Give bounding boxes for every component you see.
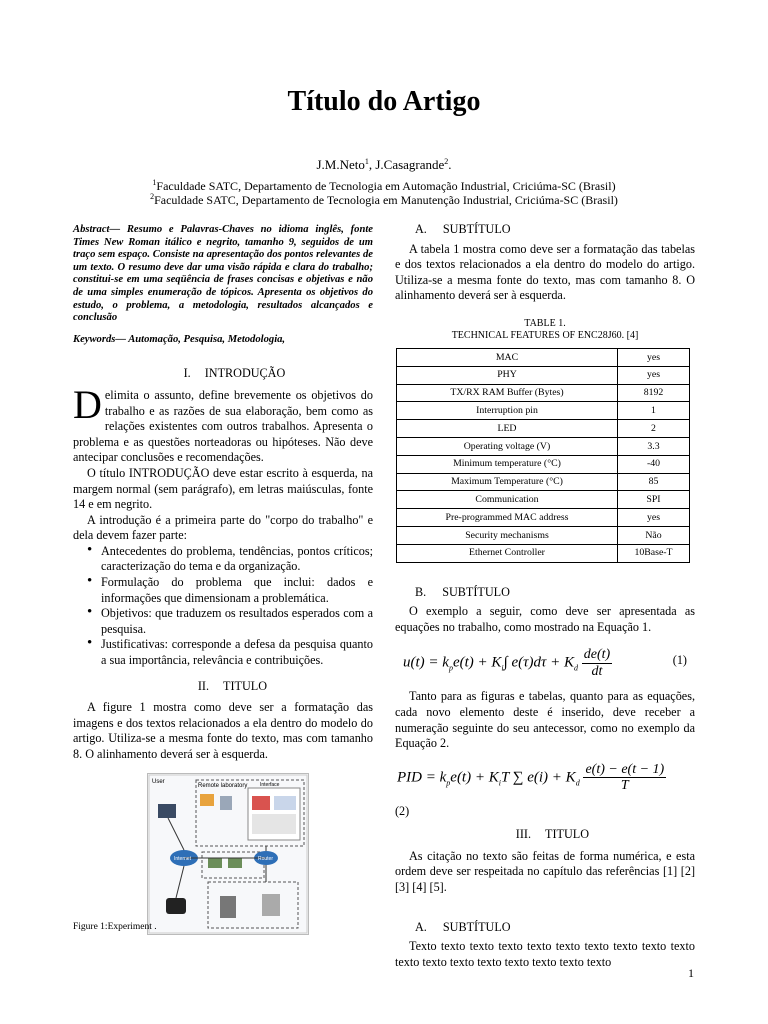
figure-label-lab: Remote laboratory <box>198 782 248 789</box>
table-caption <box>395 318 695 342</box>
table-cell-feature: Pre-programmed MAC address <box>397 509 618 527</box>
table-cell-feature: Maximum Temperature (°C) <box>397 473 618 491</box>
equation-1 <box>395 641 695 683</box>
figure-diagram <box>148 774 308 934</box>
section-2-number: II. <box>197 678 209 693</box>
device-icon-2 <box>262 894 280 916</box>
subsection-a2-number: A. <box>415 919 427 934</box>
table-cell-value: yes <box>618 348 690 366</box>
paper-title: Título do Artigo <box>287 86 481 117</box>
section-3-number: III. <box>515 827 531 842</box>
device-icon-1 <box>220 896 236 918</box>
interface-image-3 <box>252 814 296 834</box>
equation-2-number: (2) <box>395 803 410 818</box>
table-cell-feature: Operating voltage (V) <box>397 437 618 455</box>
server-icon <box>200 794 214 806</box>
table-cell-value: yes <box>618 509 690 527</box>
section-2-heading <box>73 679 373 695</box>
table-row <box>397 437 690 455</box>
table-cell-feature: TX/RX RAM Buffer (Bytes) <box>397 384 618 402</box>
table-cell-feature: Interruption pin <box>397 402 618 420</box>
list-item: • Antecedentes do problema, tendências, pontos críticos; caracterização do tema e da organização. <box>87 544 373 575</box>
figure-label-user: User <box>152 778 165 785</box>
table-cell-feature: PHY <box>397 366 618 384</box>
subsection-a-heading <box>395 222 695 238</box>
section-1-number: I. <box>183 366 191 381</box>
interface-image-2 <box>274 796 296 810</box>
camera-icon <box>220 796 232 810</box>
equation-1-formula: $u(t) = k_pe(t) + K_i\int$ $e(\tau)d\tau + K_d$ $\frac{de(t)}{dt}$ <box>403 647 611 679</box>
drop-cap: D <box>73 381 102 427</box>
equation-1-number: (1) <box>672 653 687 668</box>
author-sep: , <box>368 157 376 172</box>
intro-paragraph-3: A introdução é a primeira parte do "corpo do trabalho" e dela devem fazer parte: <box>73 512 373 543</box>
list-item: • Objetivos: que traduzem os resultados esperados com a pesquisa. <box>87 606 373 637</box>
subsection-b-paragraph-2: Tanto para as figuras e tabelas, quanto para as equações, cada novo elemento deste é inserido, deve receber a numeração seguinte do seu antecessor, como no exemplo da Equação 2. <box>395 689 695 751</box>
table-row <box>397 544 690 562</box>
table-row <box>397 526 690 544</box>
affiliation-2 <box>0 193 768 207</box>
table-cell-feature: LED <box>397 420 618 438</box>
tablet-icon <box>166 898 186 914</box>
author-end: . <box>448 157 452 172</box>
author-2-sup: 2 <box>444 157 449 166</box>
equation-2 <box>395 758 695 798</box>
table-row <box>397 509 690 527</box>
affiliation-2-sup: 2 <box>150 192 155 201</box>
list-item: • Formulação do problema que inclui: dados e informações que dimensionam a problemática. <box>87 575 373 606</box>
table-body <box>397 348 690 562</box>
keywords: Keywords— Automação, Pesquisa, Metodologia, <box>73 333 286 345</box>
intro-paragraph-1-text: elimita o assunto, define brevemente os objetivos do trabalho e as razões de sua elaboração, bem como as relações existentes com outros trabalhos. Apresenta o problema e as questões norteadoras ou hipóteses. Não deve antecipar conclusões e recomendações. <box>73 387 373 465</box>
subsection-a-paragraph: A tabela 1 mostra como deve ser a formatação das tabelas e dos textos relacionados a ela dentro do modelo do artigo. Utiliza-se a mesma fonte do texto, mas com tamanho 8. O alinhamento deverá ser à esquerda. <box>395 241 695 303</box>
table-row <box>397 348 690 366</box>
table-cell-feature: Minimum temperature (°C) <box>397 455 618 473</box>
affiliation-1-text: Faculdade SATC, Departamento de Tecnologia em Automação Industrial, Criciúma-SC (Brasil) <box>156 179 616 193</box>
table-row <box>397 366 690 384</box>
author-1: J.M.Neto <box>316 157 365 172</box>
left-column <box>73 224 373 935</box>
table-row <box>397 473 690 491</box>
features-table <box>396 348 690 563</box>
author-1-sup: 1 <box>364 157 369 166</box>
table-row <box>397 420 690 438</box>
right-column <box>395 222 695 970</box>
section-2-title: TITULO <box>223 678 267 693</box>
table-cell-value: 85 <box>618 473 690 491</box>
table-cell-value: SPI <box>618 491 690 509</box>
subsection-a-number: A. <box>415 222 427 236</box>
intro-paragraph-1 <box>73 381 373 466</box>
authors <box>0 157 768 173</box>
subsection-a2-title: SUBTÍTULO <box>442 919 511 934</box>
abstract: Abstract— Resumo e Palavras-Chaves no idioma inglês, fonte Times New Roman itálico e negrito, tamanho 9, seguidos de um traço sem espaço. Consiste na apresentação dos pontos relevantes de um texto. O resumo deve dar uma visão rápida e clara do trabalho; constitui-se em uma seqüência de frases concisas e objetivas e não de uma simples enumeração de tópicos. Apresenta os objetivos do estudo, o problema, a metodologia, resultados alcançados e conclusão <box>73 224 373 324</box>
board-icon-1 <box>208 858 222 868</box>
subsection-a2-paragraph: Texto texto texto texto texto texto texto texto texto texto texto texto texto texto texto texto texto texto <box>395 939 695 969</box>
table-caption-label: TABLE 1. <box>524 317 566 329</box>
subsection-b-paragraph-1: O exemplo a seguir, como deve ser apresentada as equações no trabalho, como mostrado na Equação 1. <box>395 604 695 634</box>
table-cell-value: 8192 <box>618 384 690 402</box>
table-cell-feature: Communication <box>397 491 618 509</box>
table-cell-value: -40 <box>618 455 690 473</box>
table-cell-feature: MAC <box>397 348 618 366</box>
section-1-title: INTRODUÇÃO <box>204 366 286 381</box>
author-2: J.Casagrande <box>375 157 445 172</box>
subsection-b-heading <box>395 585 695 601</box>
intro-paragraph-2: O título INTRODUÇÃO deve estar escrito à esquerda, na margem normal (sem parágrafo), em letras maiúsculas, fonte 14 e em negrito. <box>73 465 373 512</box>
figure-label-interface: Interface <box>260 781 280 788</box>
section-1-heading <box>73 366 373 382</box>
equation-2-formula: PID = $k_pe(t) + K_iT$ ∑ $e(i) + K_d$ $\frac{e(t) - e(t - 1)}{T}$ <box>397 761 665 794</box>
affiliation-1-sup: 1 <box>152 178 157 187</box>
table-cell-value: yes <box>618 366 690 384</box>
figure-label-router: Router <box>258 855 274 862</box>
affiliation-2-text: Faculdade SATC, Departamento de Tecnologia em Manutenção Industrial, Criciúma-SC (Brasil) <box>154 193 618 207</box>
affiliation-1 <box>0 179 768 193</box>
table-cell-value: 3.3 <box>618 437 690 455</box>
figure-experiment <box>147 773 309 935</box>
laptop-icon <box>158 804 176 818</box>
table-caption-title: TECHNICAL FEATURES OF ENC28J60. [4] <box>451 329 639 341</box>
section-3-title: TITULO <box>545 827 589 842</box>
intro-bullet-list <box>73 544 373 669</box>
interface-image-1 <box>252 796 270 810</box>
table-row <box>397 384 690 402</box>
subsection-b-number: B. <box>415 584 427 599</box>
table-row <box>397 491 690 509</box>
page-number: 1 <box>688 966 694 980</box>
section-3-paragraph: As citação no texto são feitas de forma numérica, e esta ordem deve ser respeitada no capítulo das referências [1] [2] [3] [4] [5]. <box>395 848 695 895</box>
table-cell-feature: Security mechanisms <box>397 526 618 544</box>
table-row <box>397 402 690 420</box>
table-cell-feature: Ethernet Controller <box>397 544 618 562</box>
table-row <box>397 455 690 473</box>
subsection-b-title: SUBTÍTULO <box>442 584 510 599</box>
list-item: • Justificativas: corresponde a defesa da pesquisa quanto a sua importância, relevância e contribuições. <box>87 637 373 668</box>
board-icon-2 <box>228 858 242 868</box>
subsection-a2-heading <box>395 920 695 936</box>
section-2-paragraph: A figure 1 mostra como deve ser a formatação das imagens e dos textos relacionados a ela dentro do modelo do artigo. Utiliza-se a mesma fonte do texto, mas com tamanho 8. O alinhamento deverá ser à esquerda. <box>73 700 373 761</box>
figure-caption: Figure 1:Experiment . <box>73 922 157 932</box>
figure-label-internet: Internet <box>174 855 191 862</box>
table-cell-value: 1 <box>618 402 690 420</box>
section-3-heading <box>395 827 695 843</box>
table-cell-value: 2 <box>618 420 690 438</box>
table-cell-value: 10Base-T <box>618 544 690 562</box>
table-cell-value: Não <box>618 526 690 544</box>
subsection-a-title: SUBTÍTULO <box>442 222 511 236</box>
